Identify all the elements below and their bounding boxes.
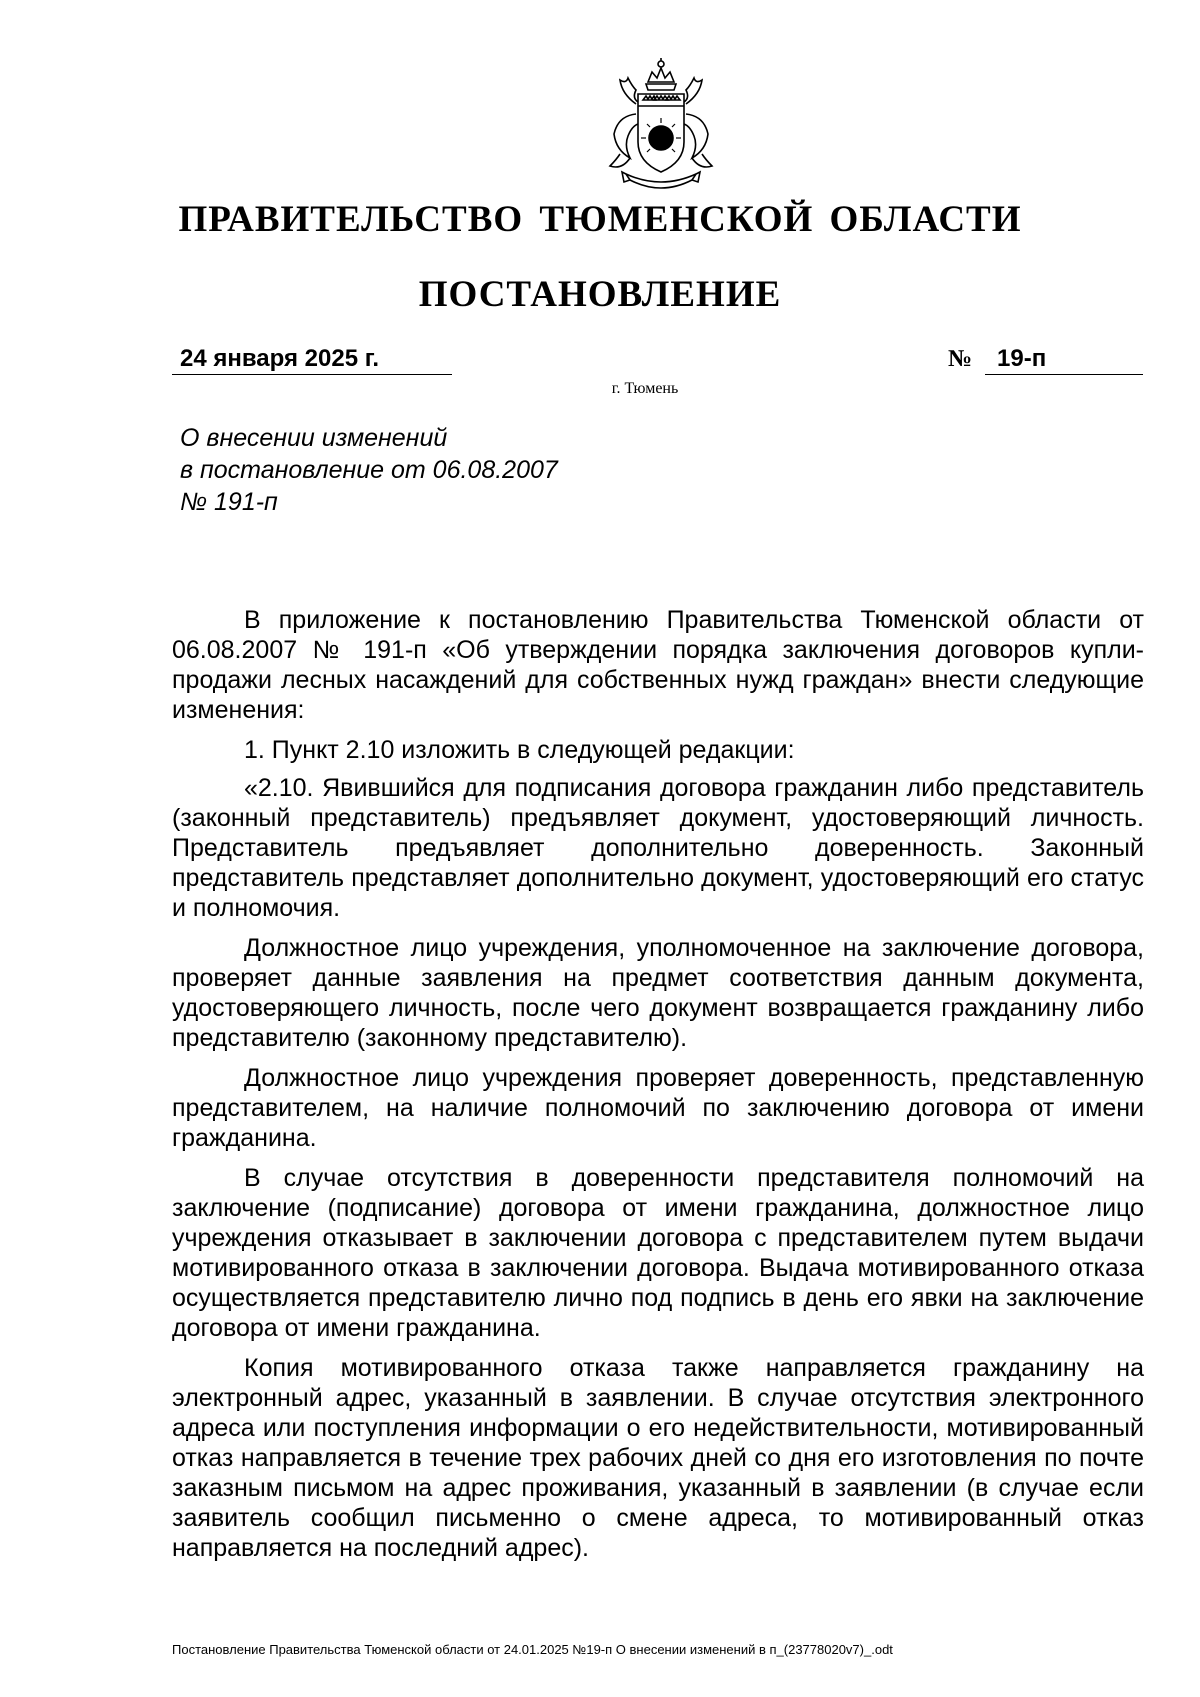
subject-line-2: в постановление от 06.08.2007 xyxy=(180,456,558,484)
subject-line-1: О внесении изменений xyxy=(180,424,448,452)
number-sign: № xyxy=(948,346,973,372)
city-name: г. Тюмень xyxy=(611,380,679,397)
document-type-title: ПОСТАНОВЛЕНИЕ xyxy=(418,274,782,315)
paragraph-refusal: В случае отсутствия в доверенности представителя полномочий на заключение (подписание) договора от имени гражданина, должностное лицо учреждения отказывает в заключении договора с представителем путем выдачи мотивированного отказа в заключении договора. Выдача мотивированного отказа осуществляется представителю лично под подпись в день его явки на заключение договора от имени гражданина. xyxy=(172,1164,1144,1342)
paragraph-item-1: 1. Пункт 2.10 изложить в следующей редакции: xyxy=(244,736,795,764)
document-date: 24 января 2025 г. xyxy=(172,344,452,375)
paragraph-official-checks-power-of-attorney: Должностное лицо учреждения проверяет доверенность, представленную представителем, на наличие полномочий по заключению договора от имени гражданина. xyxy=(172,1064,1144,1152)
paragraph-official-checks-application: Должностное лицо учреждения, уполномоченное на заключение договора, проверяет данные заявления на предмет соответствия данным документа, удостоверяющего личность, после чего документ возвращается гражданину либо представителю (законному представителю). xyxy=(172,934,1144,1052)
organization-title: ПРАВИТЕЛЬСТВО ТЮМЕНСКОЙ ОБЛАСТИ xyxy=(178,199,1022,240)
paragraph-intro: В приложение к постановлению Правительства Тюменской области от 06.08.2007 № 191-п «Об утверждении порядка заключения договоров купли-продажи лесных насаждений для собственных нужд граждан» внести следующие изменения: xyxy=(172,606,1144,724)
document-subject xyxy=(180,422,558,518)
document-number: 19-п xyxy=(985,344,1143,375)
subject-line-3: № 191-п xyxy=(180,488,278,516)
document-footer: Постановление Правительства Тюменской области от 24.01.2025 №19-п О внесении изменений в п_(23778020v7)_.odt xyxy=(172,1642,893,1657)
paragraph-2-10: «2.10. Явившийся для подписания договора гражданин либо представитель (законный представитель) предъявляет документ, удостоверяющий личность. Представитель предъявляет дополнительно доверенность. Законный представитель представляет дополнительно документ, удостоверяющий его статус и полномочия. xyxy=(172,774,1144,922)
coat-of-arms-icon xyxy=(586,54,736,204)
paragraph-refusal-copy: Копия мотивированного отказа также направляется гражданину на электронный адрес, указанный в заявлении. В случае отсутствия электронного адреса или поступления информации о его недействительности, мотивированный отказ направляется в течение трех рабочих дней со дня его изготовления по почте заказным письмом на адрес проживания, указанный в заявлении (в случае если заявитель сообщил письменно о смене адреса, то мотивированный отказ направляется на последний адрес). xyxy=(172,1354,1144,1562)
document-body xyxy=(172,605,1144,1573)
